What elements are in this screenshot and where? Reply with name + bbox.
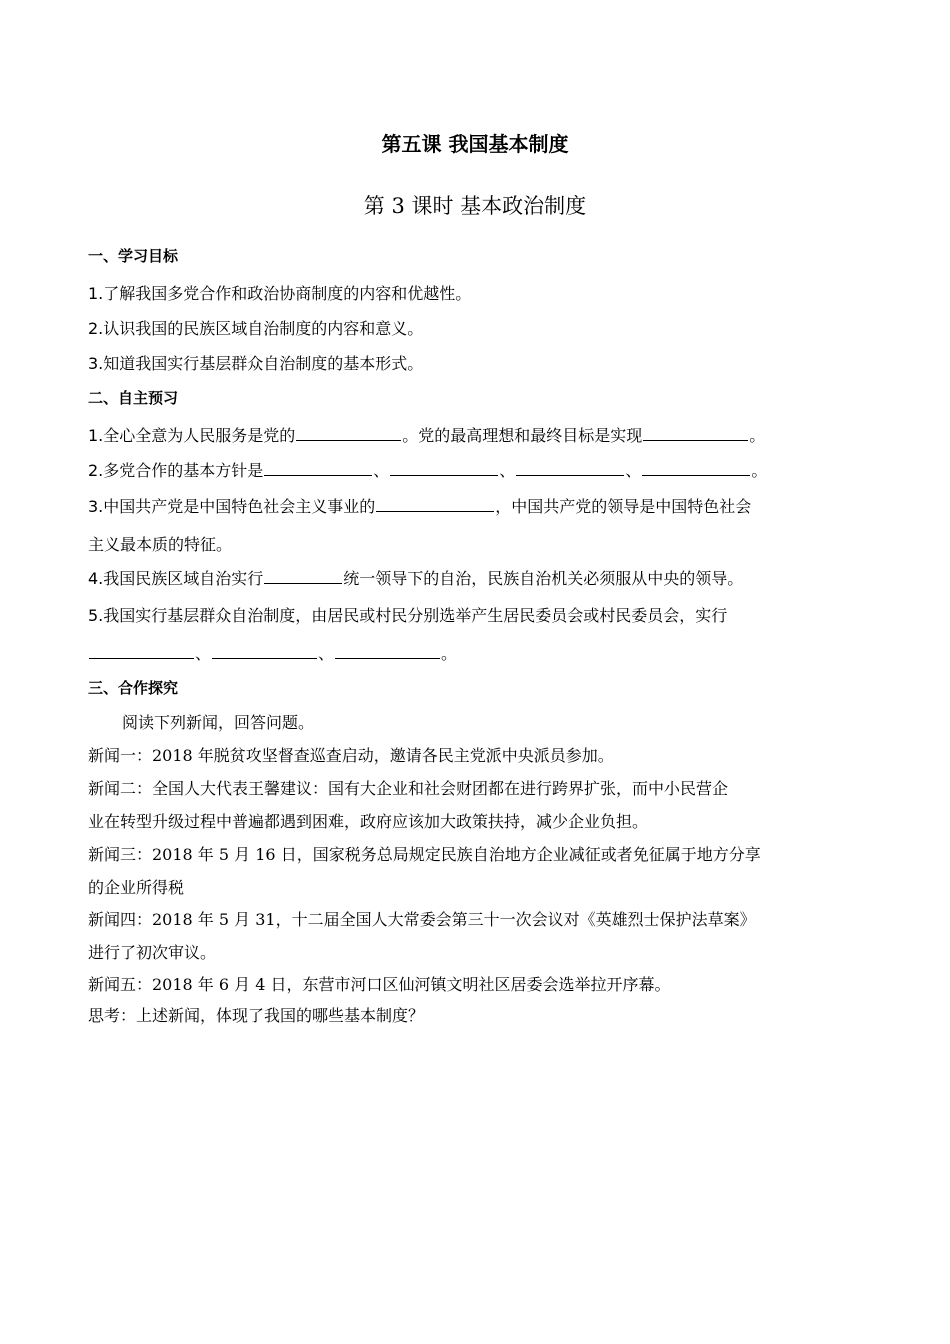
section-heading-preview: 二、自主预习 bbox=[88, 389, 179, 407]
news-line: 新闻二：全国人大代表王馨建议：国有大企业和社会财团都在进行跨界扩张，而中小民营企 bbox=[88, 779, 729, 798]
preview-question-4 bbox=[88, 566, 743, 589]
news-line: 业在转型升级过程中普遍都遇到困难，政府应该加大政策扶持，减少企业负担。 bbox=[88, 812, 649, 831]
question-text: 。 bbox=[749, 426, 766, 445]
separator: 、 bbox=[318, 644, 335, 663]
news-line: 新闻四：2018 年 5 月 31，十二届全国人大常委会第三十一次会议对《英雄烈士保护法草案》 bbox=[88, 910, 756, 929]
goal-item: 1.了解我国多党合作和政治协商制度的内容和优越性。 bbox=[88, 284, 472, 303]
answer-blank[interactable] bbox=[212, 644, 317, 659]
separator: 、 bbox=[499, 461, 516, 480]
lesson-title: 第五课 我国基本制度 bbox=[381, 132, 569, 156]
separator: 、 bbox=[195, 644, 212, 663]
question-text: 。党的最高理想和最终目标是实现 bbox=[402, 426, 643, 445]
answer-blank[interactable] bbox=[390, 461, 498, 476]
answer-blank[interactable] bbox=[643, 426, 748, 441]
preview-question-2 bbox=[88, 458, 767, 481]
question-text: 4.我国民族区域自治实行 bbox=[88, 569, 264, 588]
answer-blank[interactable] bbox=[335, 644, 440, 659]
separator: 、 bbox=[373, 461, 390, 480]
question-text: 2.多党合作的基本方针是 bbox=[88, 461, 264, 480]
answer-blank[interactable] bbox=[264, 461, 372, 476]
separator: 、 bbox=[625, 461, 642, 480]
preview-question-5-blanks bbox=[88, 641, 457, 664]
preview-question-1 bbox=[88, 423, 765, 446]
question-text: 1.全心全意为人民服务是党的 bbox=[88, 426, 296, 445]
answer-blank[interactable] bbox=[516, 461, 624, 476]
goal-item: 3.知道我国实行基层群众自治制度的基本形式。 bbox=[88, 354, 424, 373]
section-heading-goals: 一、学习目标 bbox=[88, 247, 179, 265]
section-heading-explore: 三、合作探究 bbox=[88, 679, 179, 697]
news-line: 新闻三：2018 年 5 月 16 日，国家税务总局规定民族自治地方企业减征或者免征属于地方分享 bbox=[88, 845, 761, 864]
question-text: ，中国共产党的领导是中国特色社会 bbox=[495, 497, 752, 516]
lesson-subtitle: 第 3 课时 基本政治制度 bbox=[363, 194, 587, 218]
preview-question-3-cont: 主义最本质的特征。 bbox=[88, 535, 233, 554]
preview-question-3 bbox=[88, 494, 751, 517]
think-question: 思考：上述新闻，体现了我国的哪些基本制度？ bbox=[88, 1006, 425, 1025]
news-line: 新闻五：2018 年 6 月 4 日，东营市河口区仙河镇文明社区居委会选举拉开序幕。 bbox=[88, 975, 671, 994]
question-text: 统一领导下的自治，民族自治机关必须服从中央的领导。 bbox=[343, 569, 744, 588]
question-text: 。 bbox=[751, 461, 768, 480]
news-line: 进行了初次审议。 bbox=[88, 943, 217, 962]
goal-item: 2.认识我国的民族区域自治制度的内容和意义。 bbox=[88, 319, 424, 338]
question-text: 。 bbox=[441, 644, 458, 663]
explore-intro: 阅读下列新闻，回答问题。 bbox=[122, 713, 315, 732]
answer-blank[interactable] bbox=[642, 461, 750, 476]
answer-blank[interactable] bbox=[264, 569, 342, 584]
news-line: 新闻一：2018 年脱贫攻坚督查巡查启动，邀请各民主党派中央派员参加。 bbox=[88, 746, 614, 765]
answer-blank[interactable] bbox=[89, 644, 194, 659]
answer-blank[interactable] bbox=[296, 426, 401, 441]
preview-question-5: 5.我国实行基层群众自治制度，由居民或村民分别选举产生居民委员会或村民委员会，实行 bbox=[88, 606, 728, 625]
news-line: 的企业所得税 bbox=[88, 878, 185, 897]
question-text: 3.中国共产党是中国特色社会主义事业的 bbox=[88, 497, 376, 516]
answer-blank[interactable] bbox=[376, 497, 494, 512]
